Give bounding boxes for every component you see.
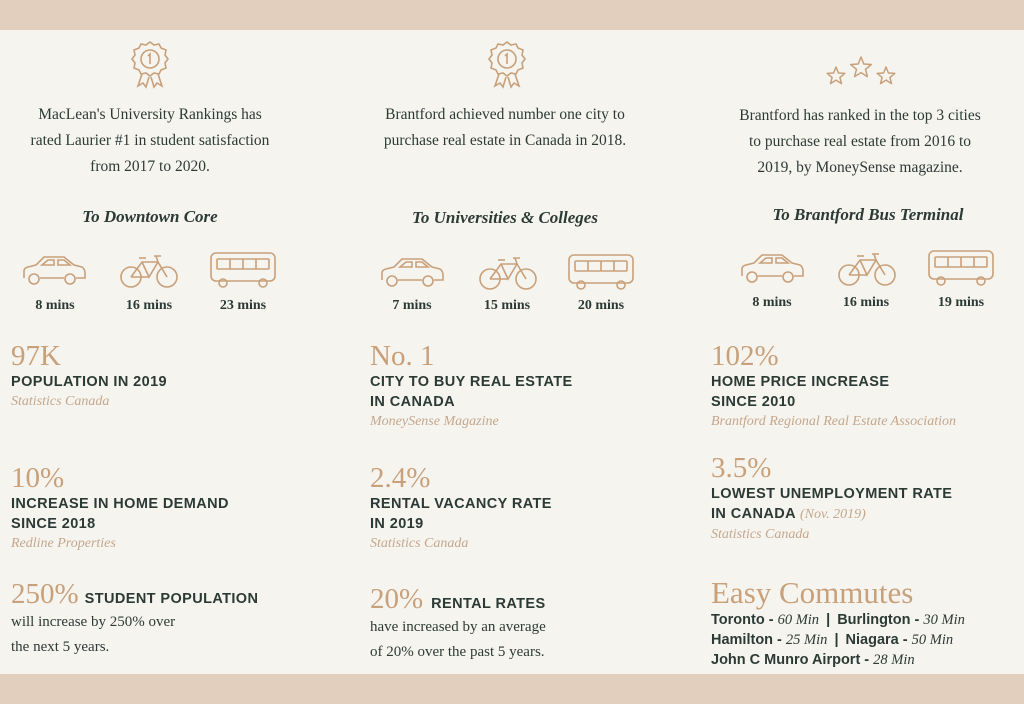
stat-home-price: [711, 340, 1016, 432]
stat-label: CITY TO BUY REAL ESTATE: [370, 374, 573, 390]
stat-value: 250%: [11, 578, 79, 610]
bike-time: 16 mins: [125, 298, 173, 313]
stat-value: No. 1: [370, 340, 435, 372]
stat-body: will increase by 250% over: [11, 614, 176, 630]
bike-time: 16 mins: [842, 295, 890, 310]
easy-commutes-title: Easy Commutes: [711, 575, 914, 610]
stat-value: 3.5%: [711, 452, 772, 484]
bus-icon: [926, 247, 996, 289]
stat-body: of 20% over the past 5 years.: [370, 644, 545, 660]
car-icon: [378, 254, 446, 290]
commute-heading: To Universities & Colleges: [412, 208, 598, 227]
stat-label: IN CANADA: [370, 394, 455, 410]
stat-label: RENTAL VACANCY RATE: [370, 496, 552, 512]
stat-source: Brantford Regional Real Estate Association: [711, 414, 956, 429]
three-stars-icon: [822, 54, 900, 90]
stat-label: STUDENT POPULATION: [84, 591, 259, 607]
car-icon: [738, 250, 806, 286]
award-ribbon-icon: [481, 38, 533, 90]
stat-label: HOME PRICE INCREASE: [711, 374, 890, 390]
intro-text: Brantford has ranked in the top 3 cities to purchase real estate from 2016 to 2019, by MoneySense magazine.: [739, 107, 981, 176]
top-border: [0, 0, 1024, 30]
car-time: 8 mins: [752, 295, 792, 310]
bike-time: 15 mins: [483, 298, 531, 313]
stat-label: IN CANADA: [711, 506, 796, 522]
stat-label: POPULATION IN 2019: [11, 374, 167, 390]
stat-home-demand: [11, 462, 291, 554]
stat-source: Statistics Canada: [370, 536, 469, 551]
stat-value: 102%: [711, 340, 779, 372]
bus-icon: [208, 249, 278, 291]
stat-city-rank: [370, 340, 660, 432]
stat-source: Statistics Canada: [711, 527, 810, 542]
commute-heading: To Brantford Bus Terminal: [772, 205, 964, 224]
bus-time: 20 mins: [577, 298, 625, 313]
stat-label-note: (Nov. 2019): [799, 507, 866, 522]
intro-text: MacLean's University Rankings has rated Laurier #1 in student satisfaction from 2017 to 2020.: [30, 106, 270, 175]
bottom-border: [0, 674, 1024, 704]
award-ribbon-icon: [124, 38, 176, 90]
stat-source: Statistics Canada: [11, 394, 110, 409]
easy-commutes: [711, 576, 1021, 670]
stat-vacancy-rate: [370, 462, 660, 554]
bicycle-icon: [836, 248, 898, 288]
stat-rental-rates: [370, 583, 670, 665]
stat-label: INCREASE IN HOME DEMAND: [11, 496, 229, 512]
stat-value: 2.4%: [370, 462, 431, 494]
stat-student-population: [11, 578, 301, 660]
stat-unemployment: [711, 452, 1016, 545]
stat-label: SINCE 2018: [11, 516, 96, 532]
stat-label: IN 2019: [370, 516, 424, 532]
bus-time: 23 mins: [219, 298, 267, 313]
bus-time: 19 mins: [937, 295, 985, 310]
car-icon: [20, 252, 88, 288]
stat-body: the next 5 years.: [11, 639, 110, 655]
stat-population: [11, 340, 291, 412]
bicycle-icon: [118, 250, 180, 290]
stat-source: MoneySense Magazine: [370, 414, 499, 429]
bus-icon: [566, 251, 636, 293]
stat-label: LOWEST UNEMPLOYMENT RATE: [711, 486, 953, 502]
stat-value: 97K: [11, 340, 61, 372]
commute-line: Hamilton - 25 Min | Niagara - 50 Min: [711, 632, 954, 648]
stat-label: SINCE 2010: [711, 394, 796, 410]
car-time: 7 mins: [392, 298, 432, 313]
bicycle-icon: [477, 252, 539, 292]
commute-line: Toronto - 60 Min | Burlington - 30 Min: [711, 612, 965, 628]
stat-value: 20%: [370, 583, 424, 615]
stat-value: 10%: [11, 462, 65, 494]
commute-heading: To Downtown Core: [82, 207, 218, 226]
car-time: 8 mins: [35, 298, 75, 313]
infographic: [0, 30, 1024, 674]
stat-label: RENTAL RATES: [431, 596, 546, 612]
stat-body: have increased by an average: [370, 619, 546, 635]
intro-text: Brantford achieved number one city to purchase real estate in Canada in 2018.: [383, 106, 627, 149]
stat-source: Redline Properties: [11, 536, 116, 551]
commute-line: John C Munro Airport - 28 Min: [711, 652, 915, 668]
